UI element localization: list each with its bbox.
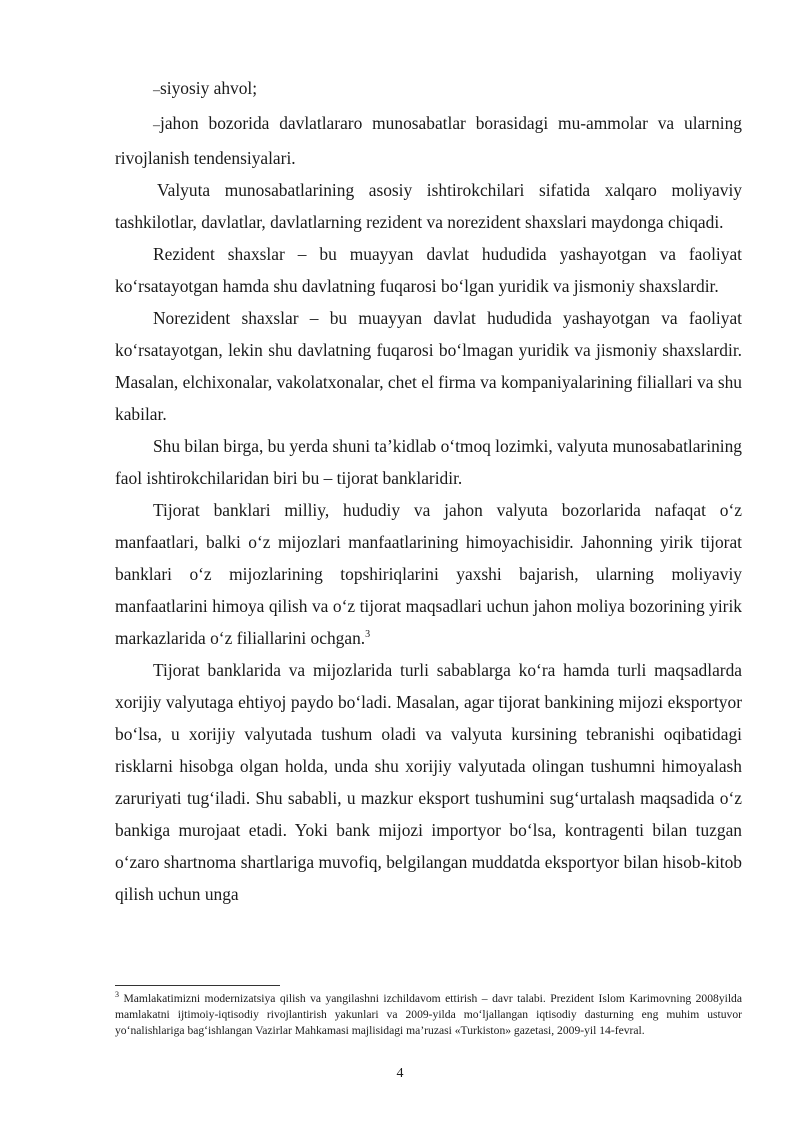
paragraph: Tijorat banklarida va mijozlarida turli sabablarga koʻra hamda turli maqsadlarda xorijiy valyutaga ehtiyoj paydo boʻladi. Masalan, agar tijorat bankining mijozi eksportyor boʻlsa, u xorijiy valyutada tushum oladi va valyuta kursining tebranishi oqibatidagi risklarni hisobga olgan holda, unda shu xorijiy valyutada olingan tushumni himoyalash zaruriyati tugʻiladi. Shu sababli, u mazkur eksport tushumini sugʻurtalash maqsadida oʻz bankiga murojaat etadi. Yoki bank mijozi importyor boʻlsa, kontragenti bilan tuzgan oʻzaro shartnoma shartlariga muvofiq, belgilangan muddatda eksportyor bilan hisob-kitob qilish uchun unga <box>115 660 742 904</box>
footnote-text: Mamlakatimizni modernizatsiya qilish va yangilashni izchildavom ettirish – davr talabi. Prezident Islom Karimovning 2008yilda mamlakatni ijtimoiy-iqtisodiy rivojlantirish yakunlari va 2009-yilda moʻljallangan iqtisodiy dasturning eng muhim ustuvor yoʻnalishlariga bagʻishlangan Vazirlar Mahkamasi majlisidagi ma’ruzasi «Turkiston» gazetasi, 2009-yil 14-fevral. <box>115 992 742 1037</box>
list-item-text: jahon bozorida davlatlararo munosabatlar borasidagi mu-ammolar va ularning rivojlanish tendensiyalari. <box>115 113 742 168</box>
paragraph: Rezident shaxslar – bu muayyan davlat hududida yashayotgan va faoliyat koʻrsatayotgan hamda shu davlatning fuqarosi boʻlgan yuridik va jismoniy shaxslardir. <box>115 244 742 296</box>
footnote-separator <box>115 985 280 986</box>
list-item <box>115 72 742 107</box>
paragraph <box>115 494 742 654</box>
paragraph: Valyuta munosabatlarining asosiy ishtirokchilari sifatida xalqaro moliyaviy tashkilotlar, davlatlar, davlatlarning rezident va norezident shaxslari maydonga chiqadi. <box>115 180 742 232</box>
dash-marker: – <box>153 83 160 98</box>
body-text <box>115 72 742 910</box>
dash-marker: – <box>153 118 160 133</box>
list-item <box>115 107 742 174</box>
list-item-text: siyosiy ahvol; <box>160 78 258 98</box>
paragraph: Shu bilan birga, bu yerda shuni ta’kidlab oʻtmoq lozimki, valyuta munosabatlarining faol ishtirokchilaridan biri bu – tijorat banklaridir. <box>115 436 742 488</box>
footnote-marker: 3 <box>115 990 119 1000</box>
footnote-reference[interactable]: 3 <box>365 629 371 641</box>
paragraph-text: Tijorat banklari milliy, hududiy va jahon valyuta bozorlarida nafaqat oʻz manfaatlari, balki oʻz mijozlari manfaatlarining himoyachisidir. Jahonning yirik tijorat banklari oʻz mijozlarining topshiriqlarini yaxshi bajarish, ularning moliyaviy manfaatlarini himoya qilish va oʻz tijorat maqsadlari uchun jahon moliya bozorining yirik markazlarida oʻz filiallarini ochgan. <box>115 500 742 648</box>
footnote <box>115 991 742 1039</box>
page-number: 4 <box>396 1066 404 1081</box>
paragraph: Norezident shaxslar – bu muayyan davlat hududida yashayotgan va faoliyat koʻrsatayotgan, lekin shu davlatning fuqarosi boʻlmagan yuridik va jismoniy shaxslardir. Masalan, elchixonalar, vakolatxonalar, chet el firma va kompaniyalarining filiallari va shu kabilar. <box>115 308 742 424</box>
